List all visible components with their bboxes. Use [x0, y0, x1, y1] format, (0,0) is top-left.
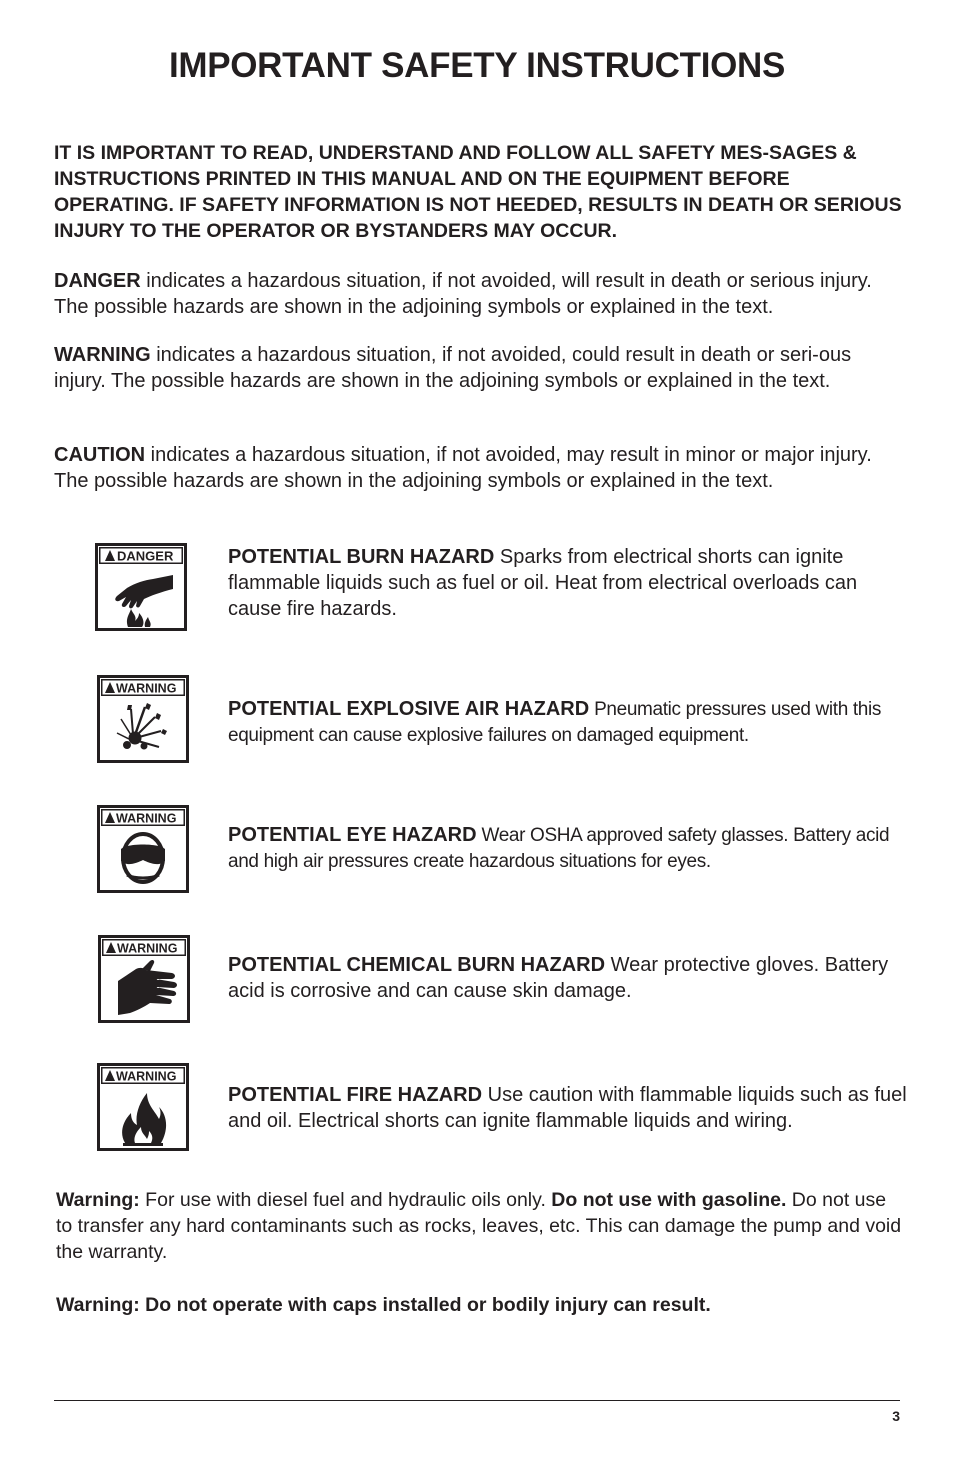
caution-definition — [54, 442, 904, 494]
page-number: 3 — [892, 1408, 900, 1424]
definition-text: indicates a hazardous situation, if not avoided, could result in death or seri-ous injury. The possible hazards are shown in the adjoining symbols or explained in the text. — [54, 344, 852, 392]
warning-text-continued: Do not use to transfer any hard contaminants such as rocks, leaves, etc. This can damage the pump and void the warranty. — [56, 1189, 902, 1263]
warning-emphasis: Do not use with gasoline. — [551, 1189, 787, 1211]
danger-definition — [54, 268, 904, 320]
warning-sign-fire — [97, 1063, 189, 1151]
fire-hazard-text — [228, 1082, 908, 1134]
explosive-hazard-text — [228, 696, 908, 749]
hazard-title: POTENTIAL CHEMICAL BURN HAZARD — [228, 954, 606, 976]
hazard-description: Wear protective gloves. Battery acid is corrosive and can cause skin damage. — [228, 954, 889, 1002]
definition-text: indicates a hazardous situation, if not avoided, may result in minor or major injury. The possible hazards are shown in the adjoining symbols or explained in the text. — [54, 444, 872, 492]
warning-label: Warning: — [56, 1189, 140, 1211]
hazard-description: Wear OSHA approved safety glasses. Battery acid and high air pressures create hazardous situations for eyes. — [228, 825, 890, 872]
hazard-title: POTENTIAL EYE HAZARD — [228, 824, 477, 846]
definition-term: WARNING — [54, 344, 151, 366]
hazard-title: POTENTIAL BURN HAZARD — [228, 546, 495, 568]
definition-text: indicates a hazardous situation, if not avoided, will result in death or serious injury. The possible hazards are shown in the adjoining symbols or explained in the text. — [54, 270, 872, 318]
hazard-description: Sparks from electrical shorts can ignite flammable liquids such as fuel or oil. Heat from electrical overloads can cause fire hazards. — [228, 546, 858, 620]
intro-paragraph: IT IS IMPORTANT TO READ, UNDERSTAND AND FOLLOW ALL SAFETY MES-SAGES & INSTRUCTIONS PRINTED IN THIS MANUAL AND ON THE EQUIPMENT BEFORE OPERATING. IF SAFETY INFORMATION IS NOT HEEDED, RESULTS IN DEATH OR SERIOUS INJURY TO THE OPERATOR OR BYSTANDERS MAY OCCUR. — [54, 142, 902, 242]
sign-label: WARNING — [116, 811, 177, 826]
fuel-warning — [56, 1187, 906, 1265]
definition-term: CAUTION — [54, 444, 146, 466]
caps-warning: Warning: Do not operate with caps installed or bodily injury can result. — [56, 1294, 711, 1316]
hazard-description: Use caution with flammable liquids such as fuel and oil. Electrical shorts can ignite flammable liquids and wiring. — [228, 1084, 907, 1132]
hazard-title: POTENTIAL EXPLOSIVE AIR HAZARD — [228, 698, 590, 720]
sign-label: DANGER — [117, 548, 174, 564]
hazard-title: POTENTIAL FIRE HAZARD — [228, 1084, 483, 1106]
footer-rule — [54, 1400, 900, 1401]
burn-hazard-text — [228, 544, 908, 622]
eye-hazard-text — [228, 822, 908, 875]
warning-text: For use with diesel fuel and hydraulic oils only. — [139, 1189, 552, 1211]
safety-goggles-icon — [121, 834, 165, 882]
sign-label: WARNING — [116, 1069, 177, 1084]
hazard-description: Pneumatic pressures used with this equipment can cause explosive failures on damaged equipment. — [228, 699, 882, 746]
page-title: IMPORTANT SAFETY INSTRUCTIONS — [168, 46, 786, 85]
sign-label: WARNING — [116, 681, 177, 696]
warning-sign-eye — [97, 805, 189, 893]
chemical-hazard-text — [228, 952, 908, 1004]
warning-definition — [54, 342, 904, 394]
warning-sign-explosive — [97, 675, 189, 763]
danger-sign — [95, 543, 187, 631]
sign-label: WARNING — [117, 941, 178, 956]
definition-term: DANGER — [54, 270, 141, 292]
warning-sign-chemical — [98, 935, 190, 1023]
